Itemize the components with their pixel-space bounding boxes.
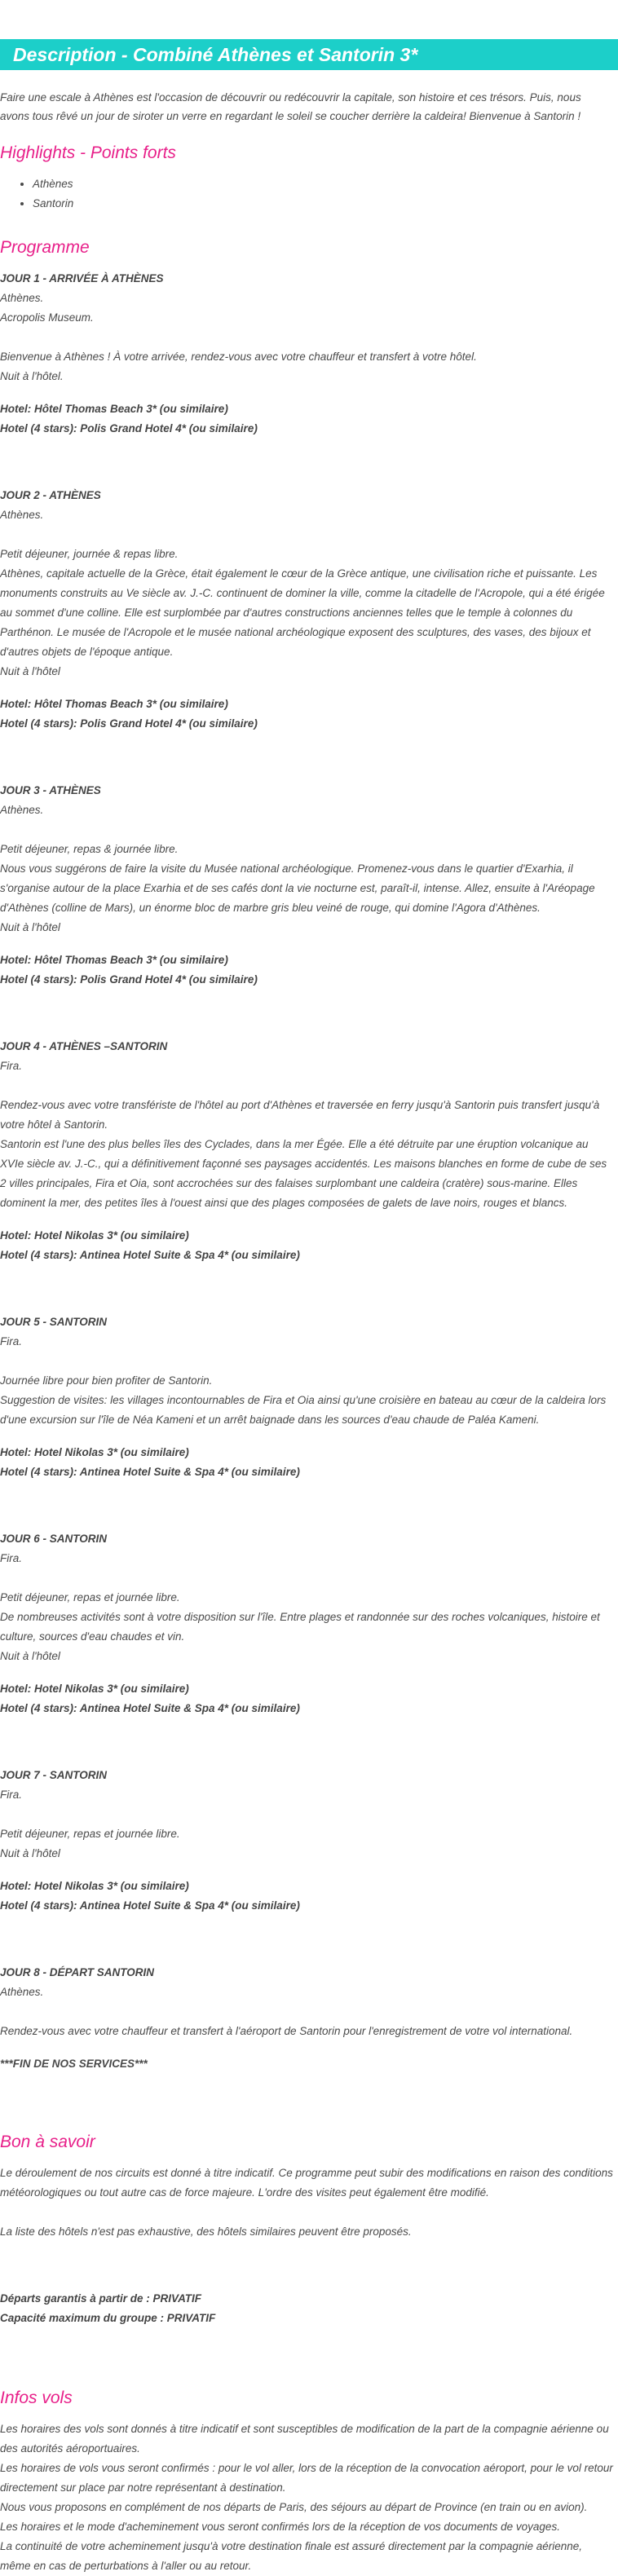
day-hotel: Hotel: Hotel Nikolas 3* (ou similaire) — [0, 1880, 189, 1892]
day-hotel: Hotel (4 stars): Polis Grand Hotel 4* (ou similaire) — [0, 717, 258, 730]
programme-day — [0, 269, 618, 439]
highlight-item: • Santorin — [33, 194, 618, 214]
day-hotel: Hotel (4 stars): Polis Grand Hotel 4* (ou similaire) — [0, 422, 258, 434]
day-place: Fira. — [0, 1335, 22, 1348]
programme-day — [0, 1312, 618, 1482]
intro-text: Faire une escale à Athènes est l'occasion de découvrir ou redécouvrir la capitale, son histoire et ces trésors. Puis, nous avons tous rêvé un jour de siroter un verre en regardant le soleil se coucher derrière la caldeira! Bienvenue à Santorin ! — [0, 91, 581, 122]
day-hotel: Hotel (4 stars): Antinea Hotel Suite & Spa 4* (ou similaire) — [0, 1466, 300, 1478]
day-title: JOUR 5 - SANTORIN — [0, 1316, 108, 1328]
day-title: JOUR 1 - ARRIVÉE À ATHÈNES — [0, 272, 164, 285]
infos-vols-heading: Infos vols — [0, 2389, 73, 2407]
programme-heading: Programme — [0, 238, 90, 257]
day-description: Journée libre pour bien profiter de Santorin. Suggestion de visites: les villages incontournables de Fira et Oia ainsi qu'une croisière en bateau au cœur de la caldeira lors d'une excursion sur l'île de Néa Kameni et un arrêt baignade dans les sources d'eau chaude de Paléa Kameni. — [0, 1374, 607, 1426]
programme-day — [0, 1963, 618, 2041]
day-title: JOUR 2 - ATHÈNES — [0, 489, 101, 501]
day-title: JOUR 4 - ATHÈNES –SANTORIN — [0, 1040, 168, 1052]
day-place: Fira. — [0, 1060, 22, 1072]
day-hotel: Hotel (4 stars): Antinea Hotel Suite & Spa 4* (ou similaire) — [0, 1899, 300, 1912]
day-description: Petit déjeuner, repas et journée libre. De nombreuses activités sont à votre disposition sur l'île. Entre plages et randonnée sur des roches volcaniques, histoire et culture, sources d'eau chaudes et vin. Nuit à l'hôtel — [0, 1591, 600, 1662]
day-description: Petit déjeuner, repas et journée libre. Nuit à l'hôtel — [0, 1828, 180, 1859]
day-hotel: Hotel (4 stars): Polis Grand Hotel 4* (ou similaire) — [0, 973, 258, 986]
day-description: Petit déjeuner, journée & repas libre. Athènes, capitale actuelle de la Grèce, était également le cœur de la Grèce antique, une civilisation riche et puissante. Les monuments construits au Ve siècle av. J.-C. continuent de dominer la ville, comme la citadelle de l'Acropole, qui a été érigée au sommet d'une colline. Elle est surplombée par d'autres constructions anciennes telles que le temple à colonnes du Parthénon. Le musée de l'Acropole et le musée national archéologique exposent des sculptures, des vases, des bijoux et d'autres objets de l'époque antique. Nuit à l'hôtel — [0, 548, 605, 677]
programme-day — [0, 1766, 618, 1916]
infos-vols-text: Les horaires des vols sont donnés à titre indicatif et sont susceptibles de modification de la part de la compagnie aérienne ou des autorités aéroportuaires. Les horaires de vols vous seront confirmés : pour le vol aller, lors de la réception de la convocation aéroport, pour le vol retour directement sur place par notre représentant à destination. Nous vous proposons en complément de nos départs de Paris, des séjours au départ de Province (en train ou en avion). Les horaires et le mode d'acheminement vous seront confirmés lors de la réception de vos documents de voyages. La continuité de votre acheminement jusqu'à votre destination finale est assuré directement par la compagnie aérienne, même en cas de perturbations à l'aller ou au retour. — [0, 2423, 613, 2572]
description-banner: Description - Combiné Athènes et Santorin 3* — [0, 39, 618, 70]
day-place: Athènes. — [0, 509, 44, 521]
programme-day — [0, 486, 618, 734]
day-hotel: Hotel (4 stars): Antinea Hotel Suite & Spa 4* (ou similaire) — [0, 1249, 300, 1261]
programme-day — [0, 1529, 618, 1718]
day-place: Acropolis Museum. — [0, 311, 94, 324]
programme-day — [0, 1037, 618, 1265]
day-hotel: Hotel: Hôtel Thomas Beach 3* (ou similaire) — [0, 403, 228, 415]
day-hotel: Hotel (4 stars): Antinea Hotel Suite & Spa 4* (ou similaire) — [0, 1702, 300, 1714]
day-description: Rendez-vous avec votre chauffeur et transfert à l'aéroport de Santorin pour l'enregistrement de votre vol international. — [0, 2025, 573, 2037]
day-description: Rendez-vous avec votre transfériste de l'hôtel au port d'Athènes et traversée en ferry jusqu'à Santorin puis transfert jusqu'à votre hôtel à Santorin. Santorin est l'une des plus belles îles des Cyclades, dans la mer Égée. Elle a été détruite par une éruption volcanique au XVIe siècle av. J.-C., qui a définitivement façonné ses paysages accidentés. Les maisons blanches en forme de cube de ses 2 villes principales, Fira et Oia, sont accrochées sur des falaises surplombant une caldeira (cratère) sous-marine. Elles dominent la mer, des petites îles à l'ouest ainsi que des plages composées de galets de lave noirs, rouges et blancs. — [0, 1099, 607, 1209]
programme-day — [0, 781, 618, 990]
day-title: JOUR 6 - SANTORIN — [0, 1533, 108, 1545]
day-description: Petit déjeuner, repas & journée libre. Nous vous suggérons de faire la visite du Musée national archéologique. Promenez-vous dans le quartier d'Exarhia, il s'organise autour de la place Exarhia et de ses cafés dont la vie nocturne est, paraît-il, intense. Allez, ensuite à l'Aréopage d'Athènes (colline de Mars), un énorme bloc de marbre gris bleu veiné de rouge, qui domine l'Agora d'Athènes. Nuit à l'hôtel — [0, 843, 595, 933]
bon-a-savoir-heading: Bon à savoir — [0, 2133, 95, 2151]
day-title: JOUR 8 - DÉPART SANTORIN — [0, 1966, 155, 1978]
bon-a-savoir-para-2: La liste des hôtels n'est pas exhaustive, des hôtels similaires peuvent être proposés. — [0, 2225, 412, 2238]
highlight-item: • Athènes — [33, 174, 618, 194]
bon-a-savoir-section — [0, 2131, 618, 2328]
highlights-list — [0, 174, 618, 214]
day-place: Fira. — [0, 1789, 22, 1801]
day-place: Fira. — [0, 1552, 22, 1564]
programme-days — [0, 269, 618, 2041]
day-place: Athènes. — [0, 804, 44, 816]
end-of-services: ***FIN DE NOS SERVICES*** — [0, 2058, 148, 2070]
day-place: Athènes. — [0, 1986, 44, 1998]
day-hotel: Hotel: Hotel Nikolas 3* (ou similaire) — [0, 1683, 189, 1695]
day-place: Athènes. — [0, 292, 44, 304]
day-hotel: Hotel: Hotel Nikolas 3* (ou similaire) — [0, 1446, 189, 1458]
highlights-heading: Highlights - Points forts — [0, 143, 176, 162]
departs-garantis: Départs garantis à partir de : PRIVATIF — [0, 2292, 202, 2305]
bon-a-savoir-para-1: Le déroulement de nos circuits est donné à titre indicatif. Ce programme peut subir des modifications en raison des conditions météorologiques ou tout autre cas de force majeure. L'ordre des visites peut également être modifié. — [0, 2167, 613, 2199]
day-title: JOUR 7 - SANTORIN — [0, 1769, 108, 1781]
day-title: JOUR 3 - ATHÈNES — [0, 784, 101, 796]
day-hotel: Hotel: Hôtel Thomas Beach 3* (ou similaire) — [0, 954, 228, 966]
capacite-maximum: Capacité maximum du groupe : PRIVATIF — [0, 2312, 216, 2324]
day-description: Bienvenue à Athènes ! À votre arrivée, rendez-vous avec votre chauffeur et transfert à votre hôtel. Nuit à l'hôtel. — [0, 351, 477, 382]
day-hotel: Hotel: Hotel Nikolas 3* (ou similaire) — [0, 1229, 189, 1242]
infos-vols-section — [0, 2387, 618, 2576]
day-hotel: Hotel: Hôtel Thomas Beach 3* (ou similaire) — [0, 698, 228, 710]
